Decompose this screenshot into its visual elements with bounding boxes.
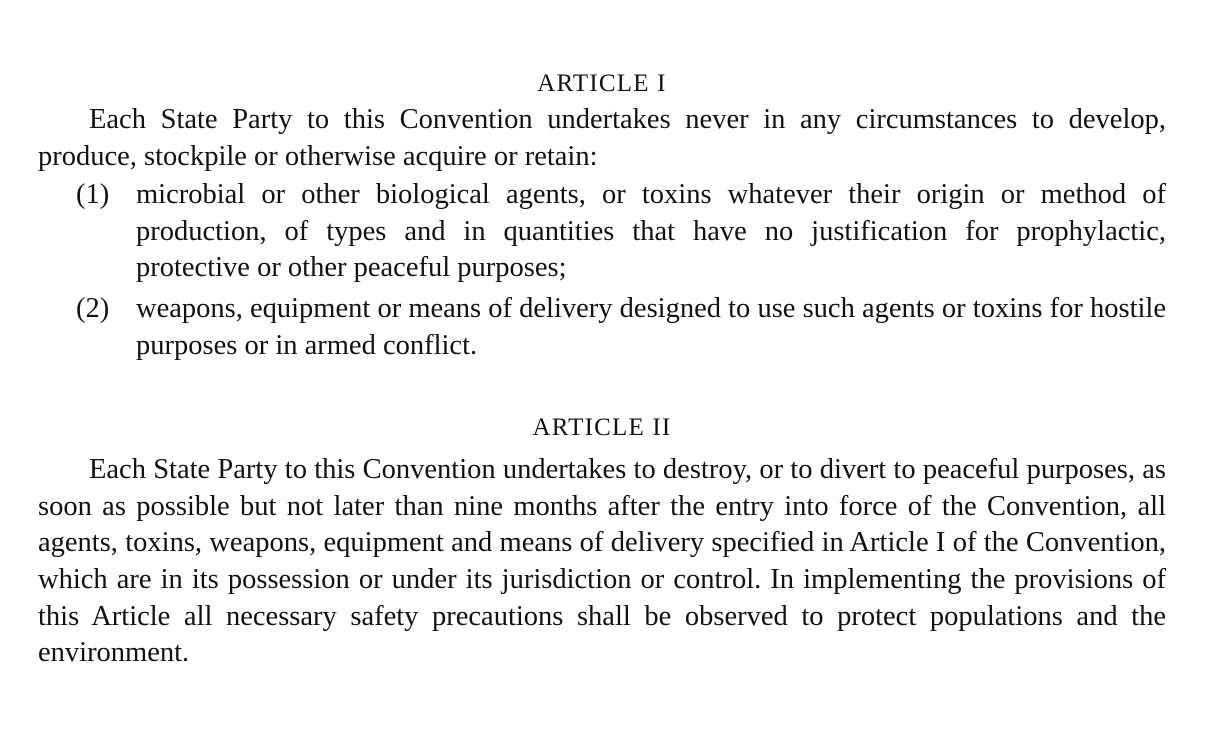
list-item-text: weapons, equipment or means of delivery designed to use such agents or toxins for hostile purposes or in armed conflict. bbox=[136, 292, 1166, 361]
article-2-heading: ARTICLE II bbox=[532, 414, 672, 442]
article-2 bbox=[38, 410, 1166, 672]
list-item-text: microbial or other biological agents, or toxins whatever their origin or method of production, of types and in quantities that have no justification for prophylactic, protective or other peaceful purposes; bbox=[136, 179, 1166, 284]
article-1-list bbox=[38, 177, 1166, 364]
article-2-body: Each State Party to this Convention undertakes to destroy, or to divert to peaceful purposes, as soon as possible but not later than nine months after the entry into force of the Convention, all agents, toxins, weapons, equipment and means of delivery specified in Article I of the Convention, which are in its possession or under its jurisdiction or control. In implementing the provisions of this Article all necessary safety precautions shall be observed to protect populations and the environment. bbox=[38, 454, 1166, 669]
article-1-heading: ARTICLE I bbox=[537, 70, 667, 97]
document-page bbox=[38, 66, 1166, 672]
list-item-number: (2) bbox=[76, 292, 110, 324]
article-1-item-1 bbox=[38, 177, 1166, 287]
article-1 bbox=[38, 66, 1166, 364]
article-1-item-2 bbox=[38, 291, 1166, 364]
list-item-number: (1) bbox=[76, 179, 110, 211]
article-1-intro: Each State Party to this Convention undertakes never in any circumstances to develop, produce, stockpile or otherwise acquire or retain: bbox=[38, 104, 1166, 172]
